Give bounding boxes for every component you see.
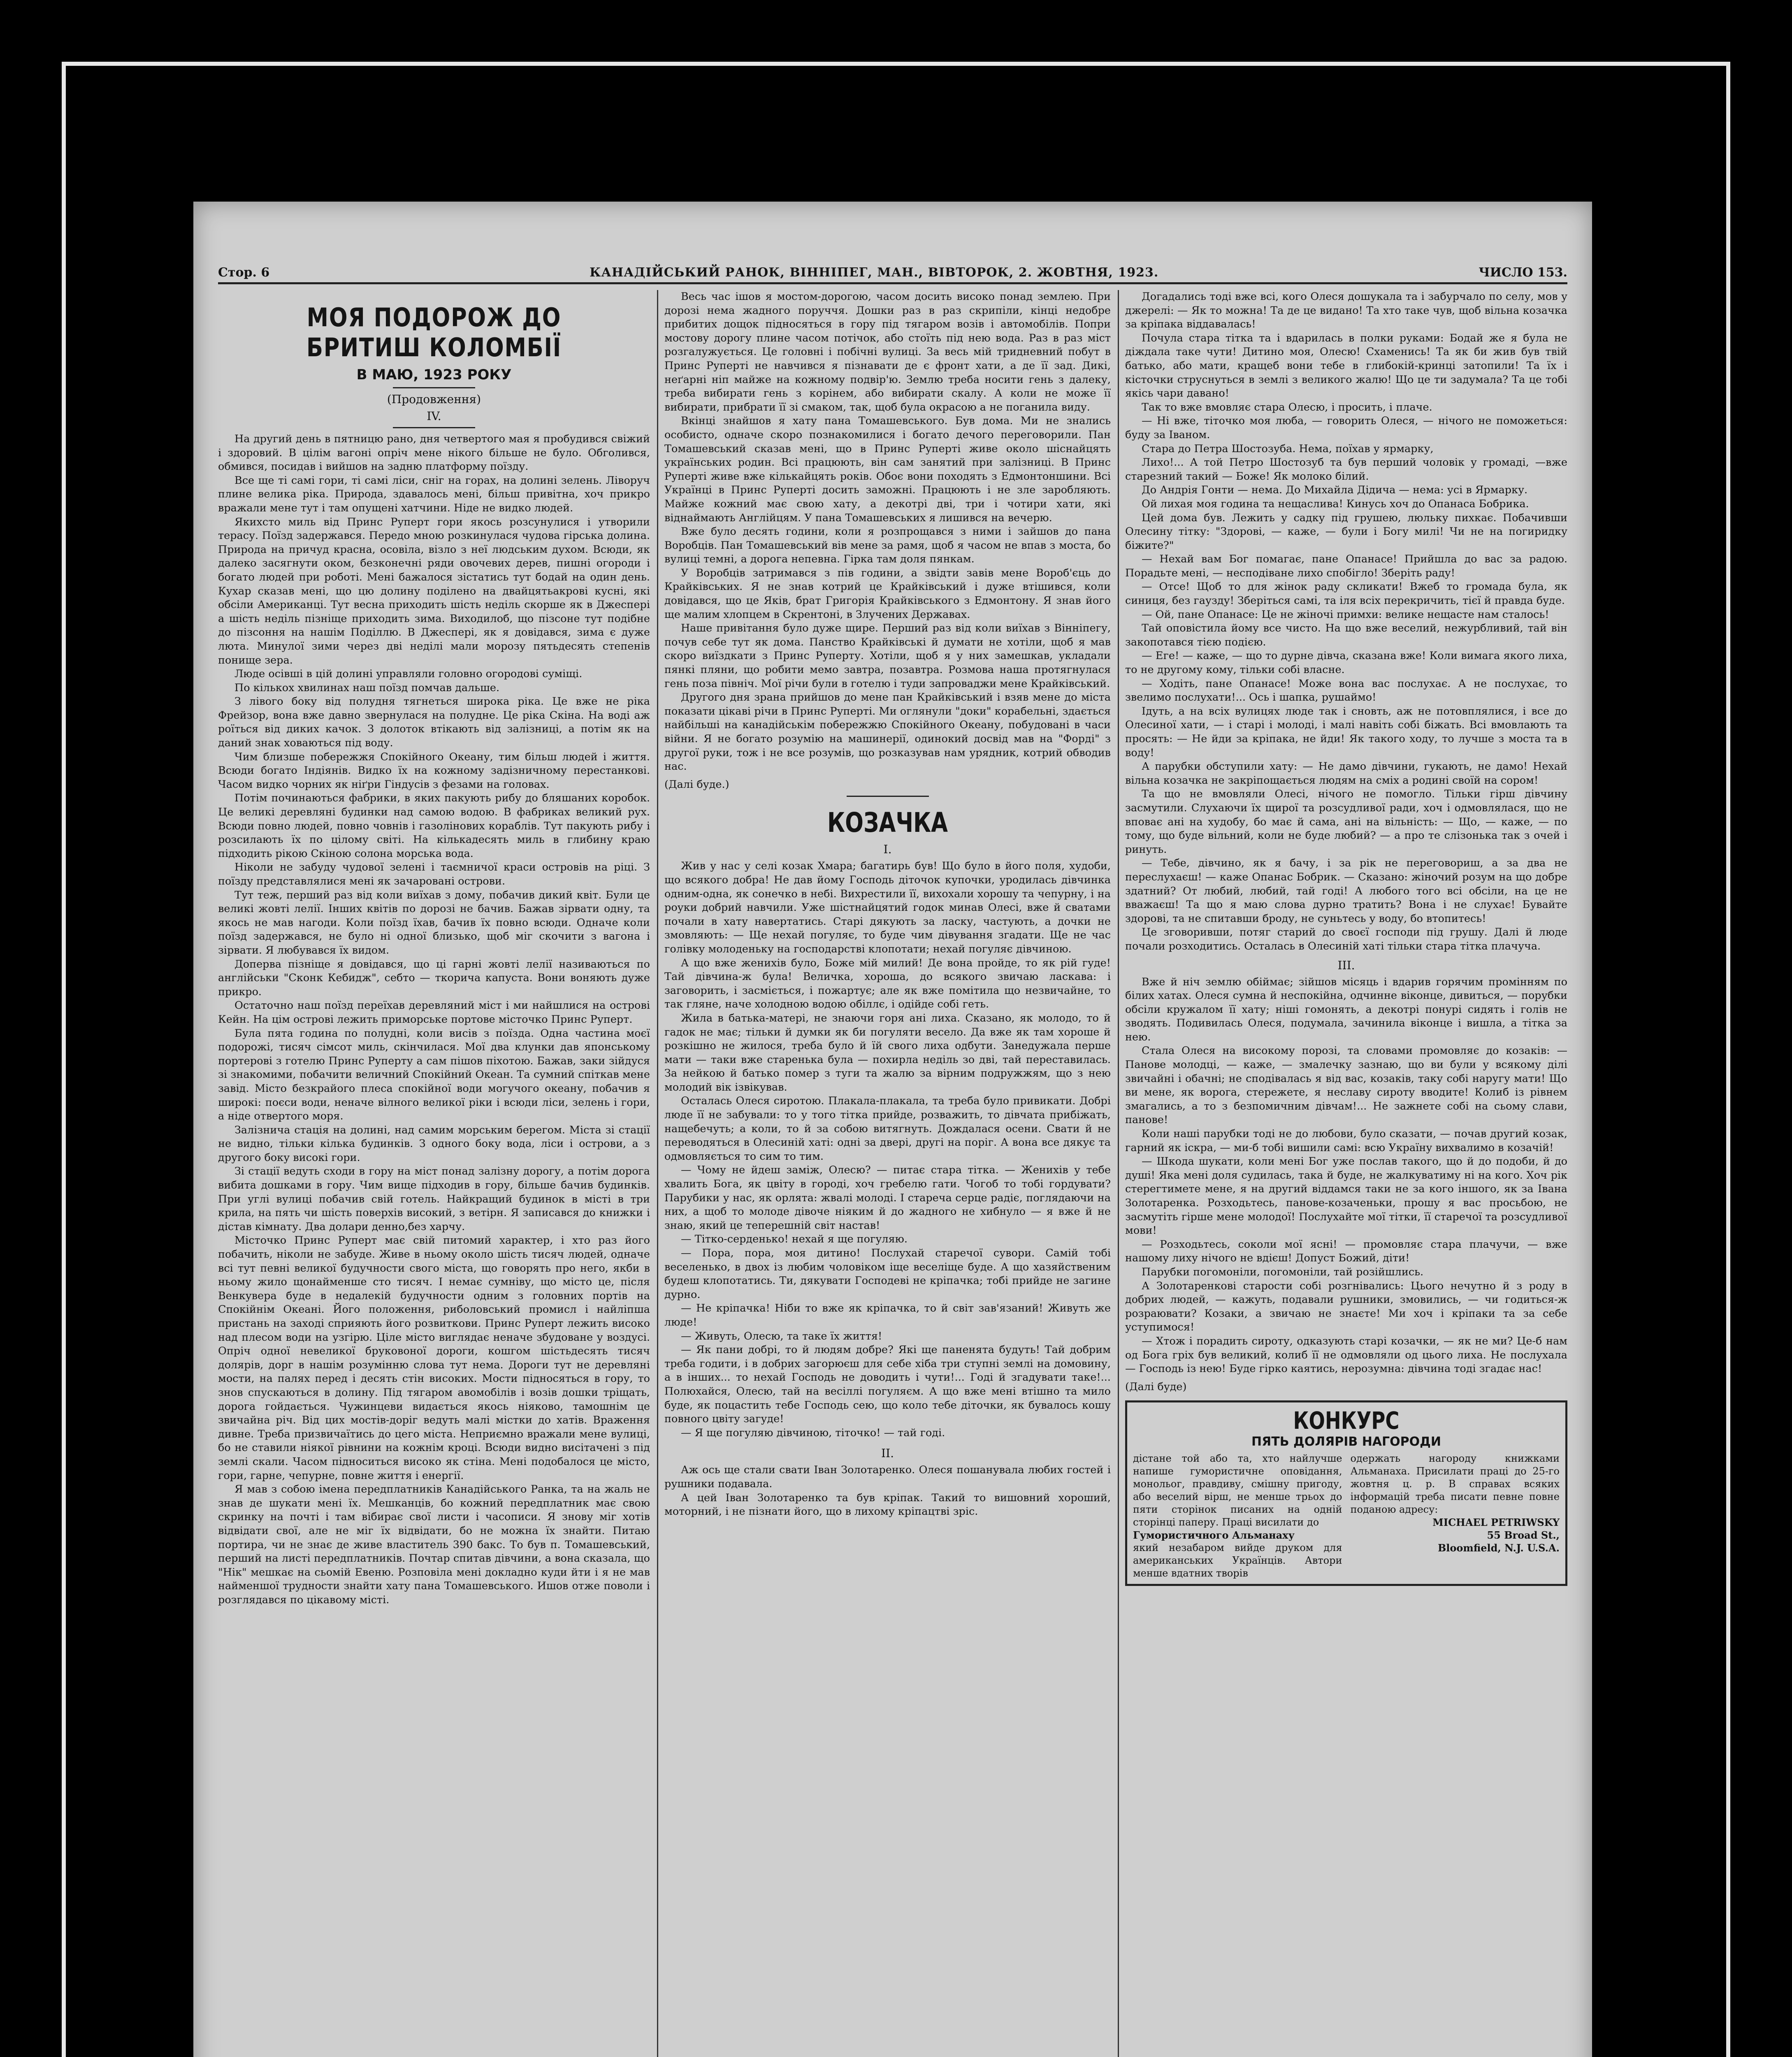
paragraph: Ой лихая моя година та нещаслива! Кинусь хоч до Опанаса Бобрика. [1142, 497, 1529, 510]
story-title: КОЗАЧКА [827, 807, 948, 839]
page-number: Стор. 6 [218, 265, 270, 280]
paragraph: А цей Іван Золотаренко та був кріпак. Такий то вишовний хороший, моторний, і не пізнати його, що в лихому кріпацтві зріс. [664, 1491, 1111, 1518]
divider [847, 796, 929, 797]
paragraph: До Андрія Гонти — нема. До Михайла Дідича — нема: усі в Ярмарку. [1142, 484, 1528, 497]
paragraph: Це зговоривши, потяг старий до своєї господи під грушу. Далі й люде почали розходитись. Осталась в Олесиній хаті тільки стара тітка плачуча. [1125, 926, 1567, 952]
article-subtitle: В МАЮ, 1923 РОКУ [356, 367, 512, 383]
article-title: МОЯ ПОДОРОЖ ДО БРИТИШ КОЛОМБІЇ [306, 302, 562, 362]
continued-note: (Продовження) [387, 392, 481, 406]
paragraph: Осталась Олеся сиротою. Плакала-плакала, та треба було привикати. Добрі люде її не забували: то у того тітка прийде, розважить, то дівчата прибіжать, нащебечуть; а коли, то й за собою витягнуть. Дождалася осени. Свати й не переводяться в Олесиній хаті: одні за двері, другі на поріг. А вона все дякує та одмовляється то сим то тим. [664, 1095, 1111, 1163]
paragraph: Була пята година по полудні, коли висів з поїзда. Одна частина моєї подорожі, тисяч сімсот миль, скінчилася. Мої два клунки дав японському портерові з готелю Принс Руперту а сам пішов піхотою. Бажав, заки зійдуся зі знакомими, побачити величний Спокійний Океан. Та сумний спіткав мене завід. Місто безкрайого плеса спокійної води могучого океану, побачив я широкі: поєси води, неначе вілного великої ріки і всюди ліси, зелень і гори, а ніде отвертого моря. [218, 1027, 650, 1123]
address-name: MICHAEL PETRIWSKY [1432, 1516, 1560, 1529]
paragraph: Потім починаються фабрики, в яких пакують рибу до бляшаних коробок. Це великі деревляні будинки над самою водою. В фабриках великий рух. Всюди повно людей, повно човнів і газолінових кораблів. Тут пакують рибу і розсилають їх по цілому світі. На кількадесять миль в глибину краю підходить рікою Скіною солона морська вода. [218, 792, 650, 860]
paragraph: Місточко Принс Руперт має свій питомий характер, і хто раз його побачить, ніколи не забуде. Живе в ньому около шість тисяч людей, одначе всі тут певні великої будучности свого міста, що говорять про него, якби в ньому жило щонайменше сто тисяч. І немає сумніву, що місто це, після Венкувера буде в недалекій будучности одним з головних портів на Спокійнім Океані. Його положення, риболовський промисл і найліпша пристань на заході сприяють його розвиткови. Принс Руперт лежить високо над плесом води на узгірю. Ціле місто виглядає неначе збудоване у воздусі. Опріч одної невеликої бруковоної дороги, кошгом шістьдесять тисяч долярів, дорг в нашім розумінню слова тут нема. Дороги тут не деревляні мости, на палях перед і десять стін високих. Мости підносяться в гору, то знов спускаються в долину. Під тягаром авомобілів і возів дошки тріщать, дорога гойдається. Чужинцеви видається якось ніяково, тамошнім це звичайна річ. Від цих мостів-доріг ведуть малі містки до хатів. Враження дивне. Треба призвичаїтись до цего міста. Неприємно вражали мене вулиці, бо не ставили ніякої рівнини на кожнім кроці. Всюди видно висітачені з під землі скали. Часом підноситься високо як стіна. Мені подобалося це місто, гори, гарне, чепурне, повне життя і енергії. [218, 1234, 650, 1482]
contest-almanac: Гумористичного Альманаху [1133, 1529, 1295, 1542]
address-street: 55 Broad St., [1487, 1529, 1560, 1542]
paragraph: — Розходьтесь, соколи мої ясні! — промовляє стара плачучи, — вже нашому лиху нічого не вдієш! Допуст Божий, діти! [1125, 1238, 1567, 1265]
paragraph: — Еге! — каже, — що то дурне дівча, сказана вже! Коли вимага якого лиха, то не другому кому, тільки собі власне. [1125, 650, 1567, 676]
story-body [1125, 975, 1567, 1376]
paragraph: Цей дома був. Лежить у садку під грушею, люльку пихкає. Побачивши Олесину тітку: "Здорові, — каже, — були і Богу милі! Чи не на погиридку біжите?" [1125, 511, 1567, 552]
paragraph: Ідуть, а на всіх вулицях люде так і сновть, аж не потовплялися, і все до Олесиної хати, — і старі і молоді, і малі навіть собі біжать. Всі вмовлають та просять: — Не йди за кріпака, не йди! Як такого ходу, то лучше з моста та в воду! [1125, 705, 1567, 759]
paragraph: Вкінці знайшов я хату пана Томашевського. Був дома. Ми не знались особисто, одначе скоро познакомилися і богато дечого переговорили. Пан Томашевський сказав мені, що в Принс Руперті живе около шіснайцять українських родин. Всі працюють, він сам занятий при залізниці. В Принс Руперті живе вже кількайцять років. Обоє вони походять з Едмонтоншини. Всі Українці в Принс Руперті досить заможні. Працюють і не зле заробляють. Майже кожний має свою хату, а декотрі дві, три і чотири хати, які віднаймають Англійцям. У пана Томашевських я лишився на вечерю. [664, 415, 1111, 524]
to-be-continued: (Далі буде) [1125, 1380, 1187, 1393]
paragraph: Лихо!... А той Петро Шостозуб та був перший чоловік у громаді, —вже старезний такий — Боже! Як молоко білий. [1125, 456, 1567, 483]
newspaper-page [193, 202, 1592, 2057]
paragraph: А що вже женихів було, Боже мій милий! Де вона пройде, то як рій гуде! Тай дівчина-ж була! Величка, хороша, до всякого звичаю ласкава: і заговорить, і засміється, і пожартує; але як вже помітила що незвичайне, то так гляне, наче холодною водою обіллє, і одійде собі геть. [664, 957, 1111, 1011]
paragraph: Стара до Петра Шостозуба. Нема, поїхав у ярмарку, [1142, 442, 1434, 455]
paragraph: — Пора, пора, моя дитино! Послухай старечої сувори. Самій тобі веселенько, в двох із любим чоловіком іще веселіще буде. А що хазяйственим будеш клопотатись. Ти, дякувати Господеві не кріпачка; тобі прийде не загине дурно. [664, 1247, 1111, 1301]
paragraph: На другий день в пятницю рано, дня четвертого мая я пробудився свіжий і здоровий. В цілім вагоні опріч мене нікого більше не було. Обголився, обмився, посидав і вийшов на задню платформу поїзду. [218, 433, 650, 473]
contest-title: КОНКУРС [1293, 1407, 1400, 1435]
paragraph: Вже й ніч землю обіймає; зійшов місяць і вдарив горячим промінням по білих хатах. Олеся сумна й неспокійна, одчинне віконце, дивиться, — порубки обсіли кружалом її хату; ніші гомонять, а декотрі понурі сидять і голів не зводять. Подивилась Олеся, подумала, зачинила віконце і вишла, а тітка за нею. [1125, 975, 1567, 1043]
paragraph: — Не кріпачка! Ніби то вже як кріпачка, то й світ зав'язаний! Живуть же люде! [664, 1302, 1111, 1328]
contest-address [1351, 1516, 1560, 1554]
paragraph: Доперва пізніще я довідався, що ці гарні жовті лелії називаються по англійськи "Сконк Кебидж", себто — ткорича капуста. Вони воняють дуже прикро. [218, 958, 650, 998]
paragraph: У Воробців затримався з пів години, а звідти завів мене Вороб'єць до Крайківських. Я не знав котрий це Крайківський і дуже втішився, коли довідався, що це Яків, брат Григорія Крайківського з Едмонтону. Я знав його ще малим хлопцем в Скрентоні, в Злучених Державах. [664, 566, 1111, 621]
paragraph: — Шкода шукати, коли мені Бог уже послав такого, що й до подоби, й до душі! Яка мені доля судилась, така й буде, не жалкуватиму ні на кого. Хоч рік стерегтимете мене, я на другий віддамся таки не за кого іншого, як за Івана Золотаренка. Розходьтесь, панове-козаченьки, прошу я вас просьбою, не засмутіть гірше мене молодої! Послухайте мої тітки, її старечої та розсудливої мови! [1125, 1155, 1567, 1237]
paragraph: Весь час ішов я мостом-дорогою, часом досить високо понад землею. При дорозі нема жадного поруччя. Дошки раз в раз скрипіли, кінці недобре прибитих дощок підносяться в гору під тягаром возів і автомобілів. Попри мостову дорогу плине часом потічок, або стоїть під нею вода. Раз в раз міст розгалужується. Це головні і побічні вулиці. За весь мій тридневний побут в Принс Руперті не навчився я пізнавати де є фронт хати, а де її зад. Дикі, неґарні ніп майже на кожному подвір'ю. Землю треба носити гень з далеку, треба вибирати гень з корінем, або вибирати скалу. А коли не може її вибирати, прибрати її зі смаком, так, щоб була окрасою а не поганила виду. [664, 290, 1111, 413]
columns [218, 290, 1567, 2057]
paragraph: Чим близше побережжя Спокійного Океану, тим більш людей і життя. Всюди богато Індіянів. Видко їх на кожному задізничному перестанкові. Часом видко чорних як ніґри Гіндусів з фезами на головах. [218, 750, 650, 791]
paragraph: Жила в батька-матері, не знаючи горя ані лиха. Сказано, як молодо, то й гадок не має; тільки й думки як би погуляти весело. Да вже як там хороше й розкішно не жилося, треба було й їй свого лиха одбути. Занедужала перше мати — таки вже старенька була — похирла неділь зо дві, тай переставилась. За нейкою й батько помер з туги та жалю за вірним подружжям, що з нею молодий вік ізвікував. [664, 1012, 1111, 1094]
story-body [664, 859, 1111, 1440]
column-divider [657, 290, 658, 2057]
paragraph: Аж ось ще стали свати Іван Золотаренко. Олеся пошанувала любих гостей і рушники подавала. [664, 1464, 1111, 1490]
paragraph: — Живуть, Олесю, та таке їх життя! [681, 1330, 882, 1342]
column-1 [218, 290, 650, 2057]
paragraph: — Отсе! Щоб то для жінок раду скликати! Вжеб то громада була, як синиця, без гаузду! Зберіться самі, та іля всіх перекричить, тієї й правда буде. [1125, 580, 1567, 607]
paragraph: Остаточно наш поїзд переїхав деревляний міст і ми найшлися на острові Кейн. На цім острові лежить приморське портове місточко Принс Руперт. [218, 999, 650, 1026]
part-number: I. [883, 843, 892, 857]
paragraph: Та що не вмовляли Олесі, нічого не помогло. Тільки гірш дівчину засмутили. Слухаючи їх щирої та розсудливої ради, хоч і одмовлялася, що не вповає ані на худобу, бо має й сама, ані на вільність: — Що, — каже, — по тому, що буде вільний, коли не буде любий? — а про те слізонька так з очей і ринуть. [1125, 788, 1567, 856]
paragraph: Стала Олеся на високому порозі, та словами промовляє до козаків: — Панове молодці, — каже, — змалечку зазнаю, що ви були у всякому ділі звичайні і обачні; не сподівалась я від вас, козаків, таку собі наругу мати! Що ви мене, як ворога, стережете, я неславу сироту вводите! Колиб із рівнем змагались, а то з безпомичним дівчам!... Не зажнете собі на сьому слави, панове! [1125, 1045, 1567, 1126]
paragraph: — Ходіть, пане Опанасе! Може вона вас послухає. А не послухає, то звелимо послухати!... Ось і шапка, рушаймо! [1125, 677, 1567, 704]
paragraph: — Ні вже, тіточко моя люба, — говорить Олеся, — нічого не поможеться: буду за Іваном. [1125, 415, 1567, 441]
contest-text-left-2: який незабаром вийде друком для американських Українців. Автори менше вдатних творів [1133, 1542, 1342, 1579]
paragraph: А Золотаренкові старости собі розгнівались: Цього нечутно й з роду в добрих людей, — кажуть, подавали рушники, змовились, — чи годиться-ж розраювати? Козаки, а звичаю не знаєте! Ми хоч і кріпаки та за себе уступимося! [1125, 1279, 1567, 1334]
paragraph: Люде осівші в цій долині управляли головно огородові суміщі. [234, 668, 583, 680]
page-header [218, 255, 1567, 284]
paragraph: А парубки обступили хату: — Не дамо дівчини, гукають, не дамо! Нехай вільна козачка не закріпощається людям на сміх а родині своїй на сором! [1125, 760, 1567, 787]
part-number: II. [881, 1446, 894, 1460]
contest-text-left: дістане той або та, хто найлучше напише гумористичне оповідання, монольог, правдиву, смішну пригоду, або веселий вірш, не менше трьох до пяти сторінок писаних на одній сторінці паперу. Праці висилати до [1133, 1453, 1342, 1528]
paragraph: Догадались тоді вже всі, кого Олеся дошукала та і забурчало по селу, мов у джерелі: — Як то можна! Та де це видано! Та хто таке чув, щоб вільна козачка за кріпака віддавалась! [1125, 290, 1567, 331]
paragraph: — Хтож і порадить сироту, одказують старі козачки, — як не ми? Це-б нам од Бога гріх був великий, колиб її не одмовляли од цього лиха. Не послухала — Господь із нею! Буде гірко каятись, нерозумна: дівчина тоді згадає нас! [1125, 1335, 1567, 1375]
story-body-continued [1125, 290, 1567, 954]
paragraph: Почула стара тітка та і вдарилась в полки руками: Бодай же я була не діждала таке чути! Дитино моя, Олесю! Схаменись! Та як би жив був твій батько, або мати, кращеб вони тебе в глибокій-кринці затопили! Та їх і кісточки струснуться в землі з великого жалю! Що це ти задумала? Та це тобі якісь чари давано! [1125, 332, 1567, 400]
paragraph: — Тебе, дівчино, як я бачу, і за рік не переговориш, а за два не переслухаєш! — каже Опанас Бобрик. — Сказано: жіночий розум на що добре здатний? От любий, любий, тай годі! А любого того всі обсіли, на це не вважаєш! Та що я маю слова дурно тратить? Вона і не слухає! Бувайте здорові, та не спитавши броду, не суньтесь у воду, бо втопитесь! [1125, 857, 1567, 925]
paragraph: Другого дня зрана прийшов до мене пан Крайківський і взяв мене до міста показати цікаві річи в Принс Руперті. Ми оглянули "доки" корабельні, здається найбільші на канадійськім побережжю Спокійного Океану, побудовані в часи війни. Я не богато розумію на машинерії, одинокий досвід мав на "Форді" з другої руки, тож і не все розумів, що розказував нам урядник, котрий обводив нас. [664, 691, 1111, 773]
paragraph: Вже було десять години, коли я розпрощався з ними і зайшов до пана Воробців. Пан Томашевський вів мене за рамя, щоб я часом не впав з моста, бо вулиці темні, а дорога непевна. Гірка там доля пянкам. [664, 525, 1111, 566]
column-2 [664, 290, 1111, 2057]
paragraph: — Чому не йдеш заміж, Олесю? — питає стара тітка. — Женихів у тебе хвалить Бога, як цвіту в городі, хоч гребелю гати. Чогоб то тобі гордувати? Парубики у нас, як орлята: жвалі молоді. І стареча серце радіє, поглядаючи на них, а щоб то молоде дівоче ніяким й до жадного не хибнуло — я вже й не знаю, який це теперешній світ настав! [664, 1164, 1111, 1232]
paragraph: З лівого боку від полудня тягнеться широка ріка. Це вже не ріка Фрейзор, вона вже давно звернулася на полудне. Це ріка Скіна. На воді аж роїться від диких качок. З долоток втікають від залізниці, а потім як на даний знак ховаються під воду. [218, 695, 650, 750]
paragraph: Парубки погомоніли, погомоніли, тай розійшлись. [1142, 1265, 1424, 1278]
paragraph: Коли наші парубки тоді не до любови, було сказати, — почав другий козак, гарний як іскра, — ми-б тобі вишили самі: всю Україну вихвалимо в козачій! [1125, 1128, 1567, 1154]
paragraph: — Нехай вам Бог помагає, пане Опанасе! Прийшла до вас за радою. Порадьте мені, — несподіване лихо спобігло! Зберіть раду! [1125, 553, 1567, 579]
paragraph: Якихсто миль від Принс Руперт гори якось розсунулися і утворили терасу. Поїзд задержався. Передо мною розкинулася чудова гірська долина. Природа на причуд красна, осовіла, візло з неї людським духом. Всюди, як далеко засягнути оком, безконечні ряди овочевих дерев, пишні огороди і богато людей при роботі. Мені бажалося зістатись тут бодай на один день. Кухар сказав мені, що цю долину поділено на двайцятьакрові кусні, які обсіли Американці. Тут весна приходить шість неділь скорше як в Джеспері а шість неділь пізніще приходить зима. Виходилоб, що пізсоне тут подібне до пізсоння на нашім Поділлю. В Джеспері, як я довідався, зима є дуже люта. Минулої зими через дві неділі мали морозу пятьдесять степенів понище зера. [218, 515, 650, 666]
paragraph: Залізнича стація на долині, над самим морським берегом. Міста зі стації не видно, тільки кілька будинків. З одного боку вода, ліси і острови, а з другого боку високі гори. [218, 1124, 650, 1164]
masthead-line: КАНАДІЙСЬКИЙ РАНОК, ВІННІПЕГ, МАН., ВІВТОРОК, 2. ЖОВТНЯ, 1923. [590, 265, 1159, 280]
paragraph: Жив у нас у селі козак Хмара; багатирь був! Що було в його поля, худоби, що всякого добра! Не дав йому Господь діточок купочки, уродилась дівчинка одним-одна, як сонечко в небі. Вихрестили її, вихохали хорошу та чепурну, і на роуки добрий навчили. Уже шістнайцятий годок минав Олесі, вже й сватами почали в хату навертатись. Старі дякують за ласку, частують, а дочки не змовляють: — Ще нехай погуляє, то буде чим дівування згадати. Ще не час голівку молоденьку на господарстві клопотати; нехай погуляє дівчиною. [664, 860, 1111, 955]
part-number: IV. [427, 409, 441, 423]
paragraph: По кількох хвилинах наш поїзд помчав дальше. [234, 681, 500, 694]
paragraph: Все ще ті самі гори, ті самі ліси, сніг на горах, на долині зелень. Ліворуч плине велика ріка. Природа, здавалось мені, більш привітна, хоч прикро вражали мене тут і там опущені хатчини. Ніде не видко людей. [218, 474, 650, 514]
paragraph: Наше привітання було дуже щире. Перший раз від коли виїхав з Вінніпегу, почув себе тут як дома. Панство Крайківські й думати не хотіли, щоб я мав скоро виїздкати з Принс Руперту. Хотіли, щоб я у них замешкав, укладали пянкі пляни, що робити мемо завтра, позавтра. Розмова наша протягнулася гень поза північ. Мої річи були в готелю і туди запроваджи мене Крайківський. [664, 622, 1111, 690]
story-body [664, 1463, 1111, 1518]
part-number: III. [1337, 958, 1355, 972]
column-divider [1118, 290, 1119, 2057]
paragraph: Зі стації ведуть сходи в гору на міст понад залізну дорогу, а потім дорога вибита дошками в гору. Чим вище підходив в гору, більше бачив будинків. При углі вулиці побачив свій готель. Найкращий будинок в місті в три крила, на пять чи шість поверхів високий, з ветірн. Я записався до книжки і дістав кімнату. Два долари денно,без харчу. [218, 1165, 650, 1233]
paragraph: — Я ще погуляю дівчиною, тіточко! — тай годі. [681, 1426, 945, 1439]
paragraph: Тай оповістила йому все чисто. На що вже веселий, нежурбливий, тай він закопотався тією подією. [1125, 622, 1567, 648]
contest-subtitle: ПЯТЬ ДОЛЯРІВ НАГОРОДИ [1251, 1435, 1441, 1449]
paragraph: Так то вже вмовляє стара Олесю, і просить, і плаче. [1142, 401, 1432, 413]
paragraph: — Ой, пане Опанасе: Це не жіночі примхи: велике нещасте нам сталось! [1142, 608, 1549, 621]
paragraph: — Тітко-серденько! нехай я ще погуляю. [681, 1233, 908, 1246]
divider [393, 427, 475, 428]
to-be-continued: (Далі буде.) [664, 778, 729, 791]
paragraph: — Як пани добрі, то й людям добре? Які ще паненята будуть! Тай добрим треба годити, і в добрих загорюєш для себе хіба три ступні землі на домовину, а в інших... то нехай Господь не доводить і чути!... Годі й згадувати таке!... Полюхайся, Олесю, тай на весіллі погуляєм. А що вже мені втішно та мило буде, як поцастить тебе Господь сею, що коло тебе діточки, як бувалось кошу повного цвіту загуде! [664, 1344, 1111, 1426]
address-city: Bloomfield, N.J. U.S.A. [1438, 1542, 1560, 1554]
article-body-continued [664, 290, 1111, 774]
article-body [218, 432, 650, 1607]
contest-box [1125, 1400, 1567, 1586]
paragraph: Тут теж, перший раз від коли виїхав з дому, побачив дикий квіт. Були це великі жовті лелії. Інших квітів по дорозі не бачив. Бажав зірвати одну, та якось не мав нагоди. Коли поїзд їхав, бачив їх повно всюди. Одначе коли поїзд задержався, не було ні одної близько, щоб міг скочити з вагона і зірвати. Я любувався їх видом. [218, 889, 650, 957]
contest-text [1133, 1452, 1560, 1580]
contest-text-right: одержать нагороду книжками Альманаха. Присилати праці до 25-го жовтня ц. р. В справах всяких інформацій треба писати певне повне поданою адресу: [1350, 1453, 1560, 1516]
issue-number: ЧИСЛО 153. [1479, 265, 1567, 280]
paragraph: Я мав з собою імена передплатників Канадійського Ранка, та на жаль не знав де шукати мені їх. Мешканців, бо кожний передплатник має свою скринку на почті і там вібирає свої листи і часописи. Я знову міг хотів відвідати свої, але не міг їх відвідати, бо не можна їх знайти. Питаю портира, чи не знає де живе властитель 390 бакс. То був п. Томашевський, перший на листі передплатників. Почтар спитав дівчини, а вона сказала, що "Нік" мешкає на сьомій Евеню. Розповіла мені докладно куди йти і я не мав найменшої трудности знайти хату пана Томашевського. Ишов отже поволи і розглядався по цікавому місті. [218, 1483, 650, 1606]
column-3 [1125, 290, 1567, 2057]
divider [393, 387, 475, 388]
paragraph: Ніколи не забуду чудової зелені і таємничої краси островів на ріці. З поїзду представлялися мені як зачаровані острови. [218, 861, 650, 887]
